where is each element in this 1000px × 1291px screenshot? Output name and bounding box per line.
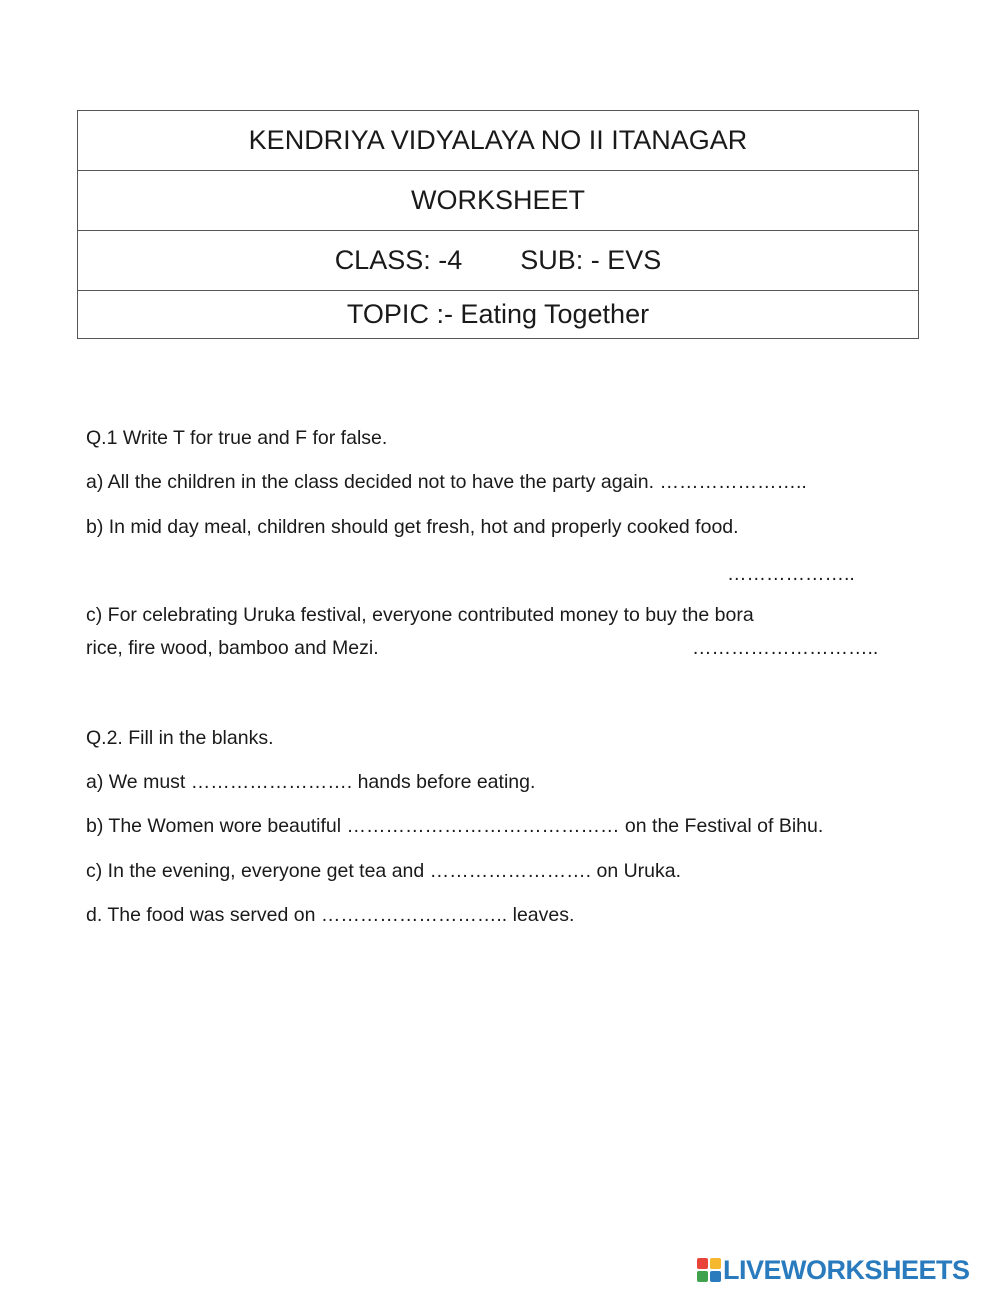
worksheet-title: WORKSHEET	[78, 171, 919, 231]
q2-item-a: a) We must ……………………. hands before eating.	[86, 771, 536, 793]
topic-label: TOPIC :- Eating Together	[78, 291, 919, 339]
logo-cube-yellow	[710, 1258, 721, 1269]
logo-cube-red	[697, 1258, 708, 1269]
q1-item-c-line1: c) For celebrating Uruka festival, everyone contributed money to buy the bora	[86, 604, 754, 626]
liveworksheets-logo[interactable]	[697, 1255, 970, 1285]
header-table	[77, 110, 919, 339]
q1-title: Q.1 Write T for true and F for false.	[86, 427, 388, 449]
logo-text: LIVEWORKSHEETS	[723, 1254, 970, 1285]
school-name: KENDRIYA VIDYALAYA NO II ITANAGAR	[78, 111, 919, 171]
logo-cubes-icon	[697, 1258, 721, 1282]
logo-cube-green	[697, 1271, 708, 1282]
q2-item-d: d. The food was served on ……………………….. leaves.	[86, 904, 575, 926]
subject-label: SUB: - EVS	[520, 245, 662, 275]
q1-item-b-blank[interactable]: ………………..	[727, 563, 855, 585]
q1-item-c-blank[interactable]: ………………………..	[692, 637, 879, 659]
logo-cube-blue	[710, 1271, 721, 1282]
class-subject-row	[78, 231, 919, 291]
q1-item-a: a) All the children in the class decided not to have the party again. …………………..	[86, 471, 807, 493]
q1-item-b: b) In mid day meal, children should get fresh, hot and properly cooked food.	[86, 516, 739, 538]
q2-item-b: b) The Women wore beautiful …………………………………… on the Festival of Bihu.	[86, 815, 824, 837]
q2-item-c: c) In the evening, everyone get tea and ……………………. on Uruka.	[86, 860, 682, 882]
q2-title: Q.2. Fill in the blanks.	[86, 727, 274, 749]
q1-item-c-line2: rice, fire wood, bamboo and Mezi.	[86, 637, 379, 659]
class-label: CLASS: -4	[334, 245, 463, 275]
